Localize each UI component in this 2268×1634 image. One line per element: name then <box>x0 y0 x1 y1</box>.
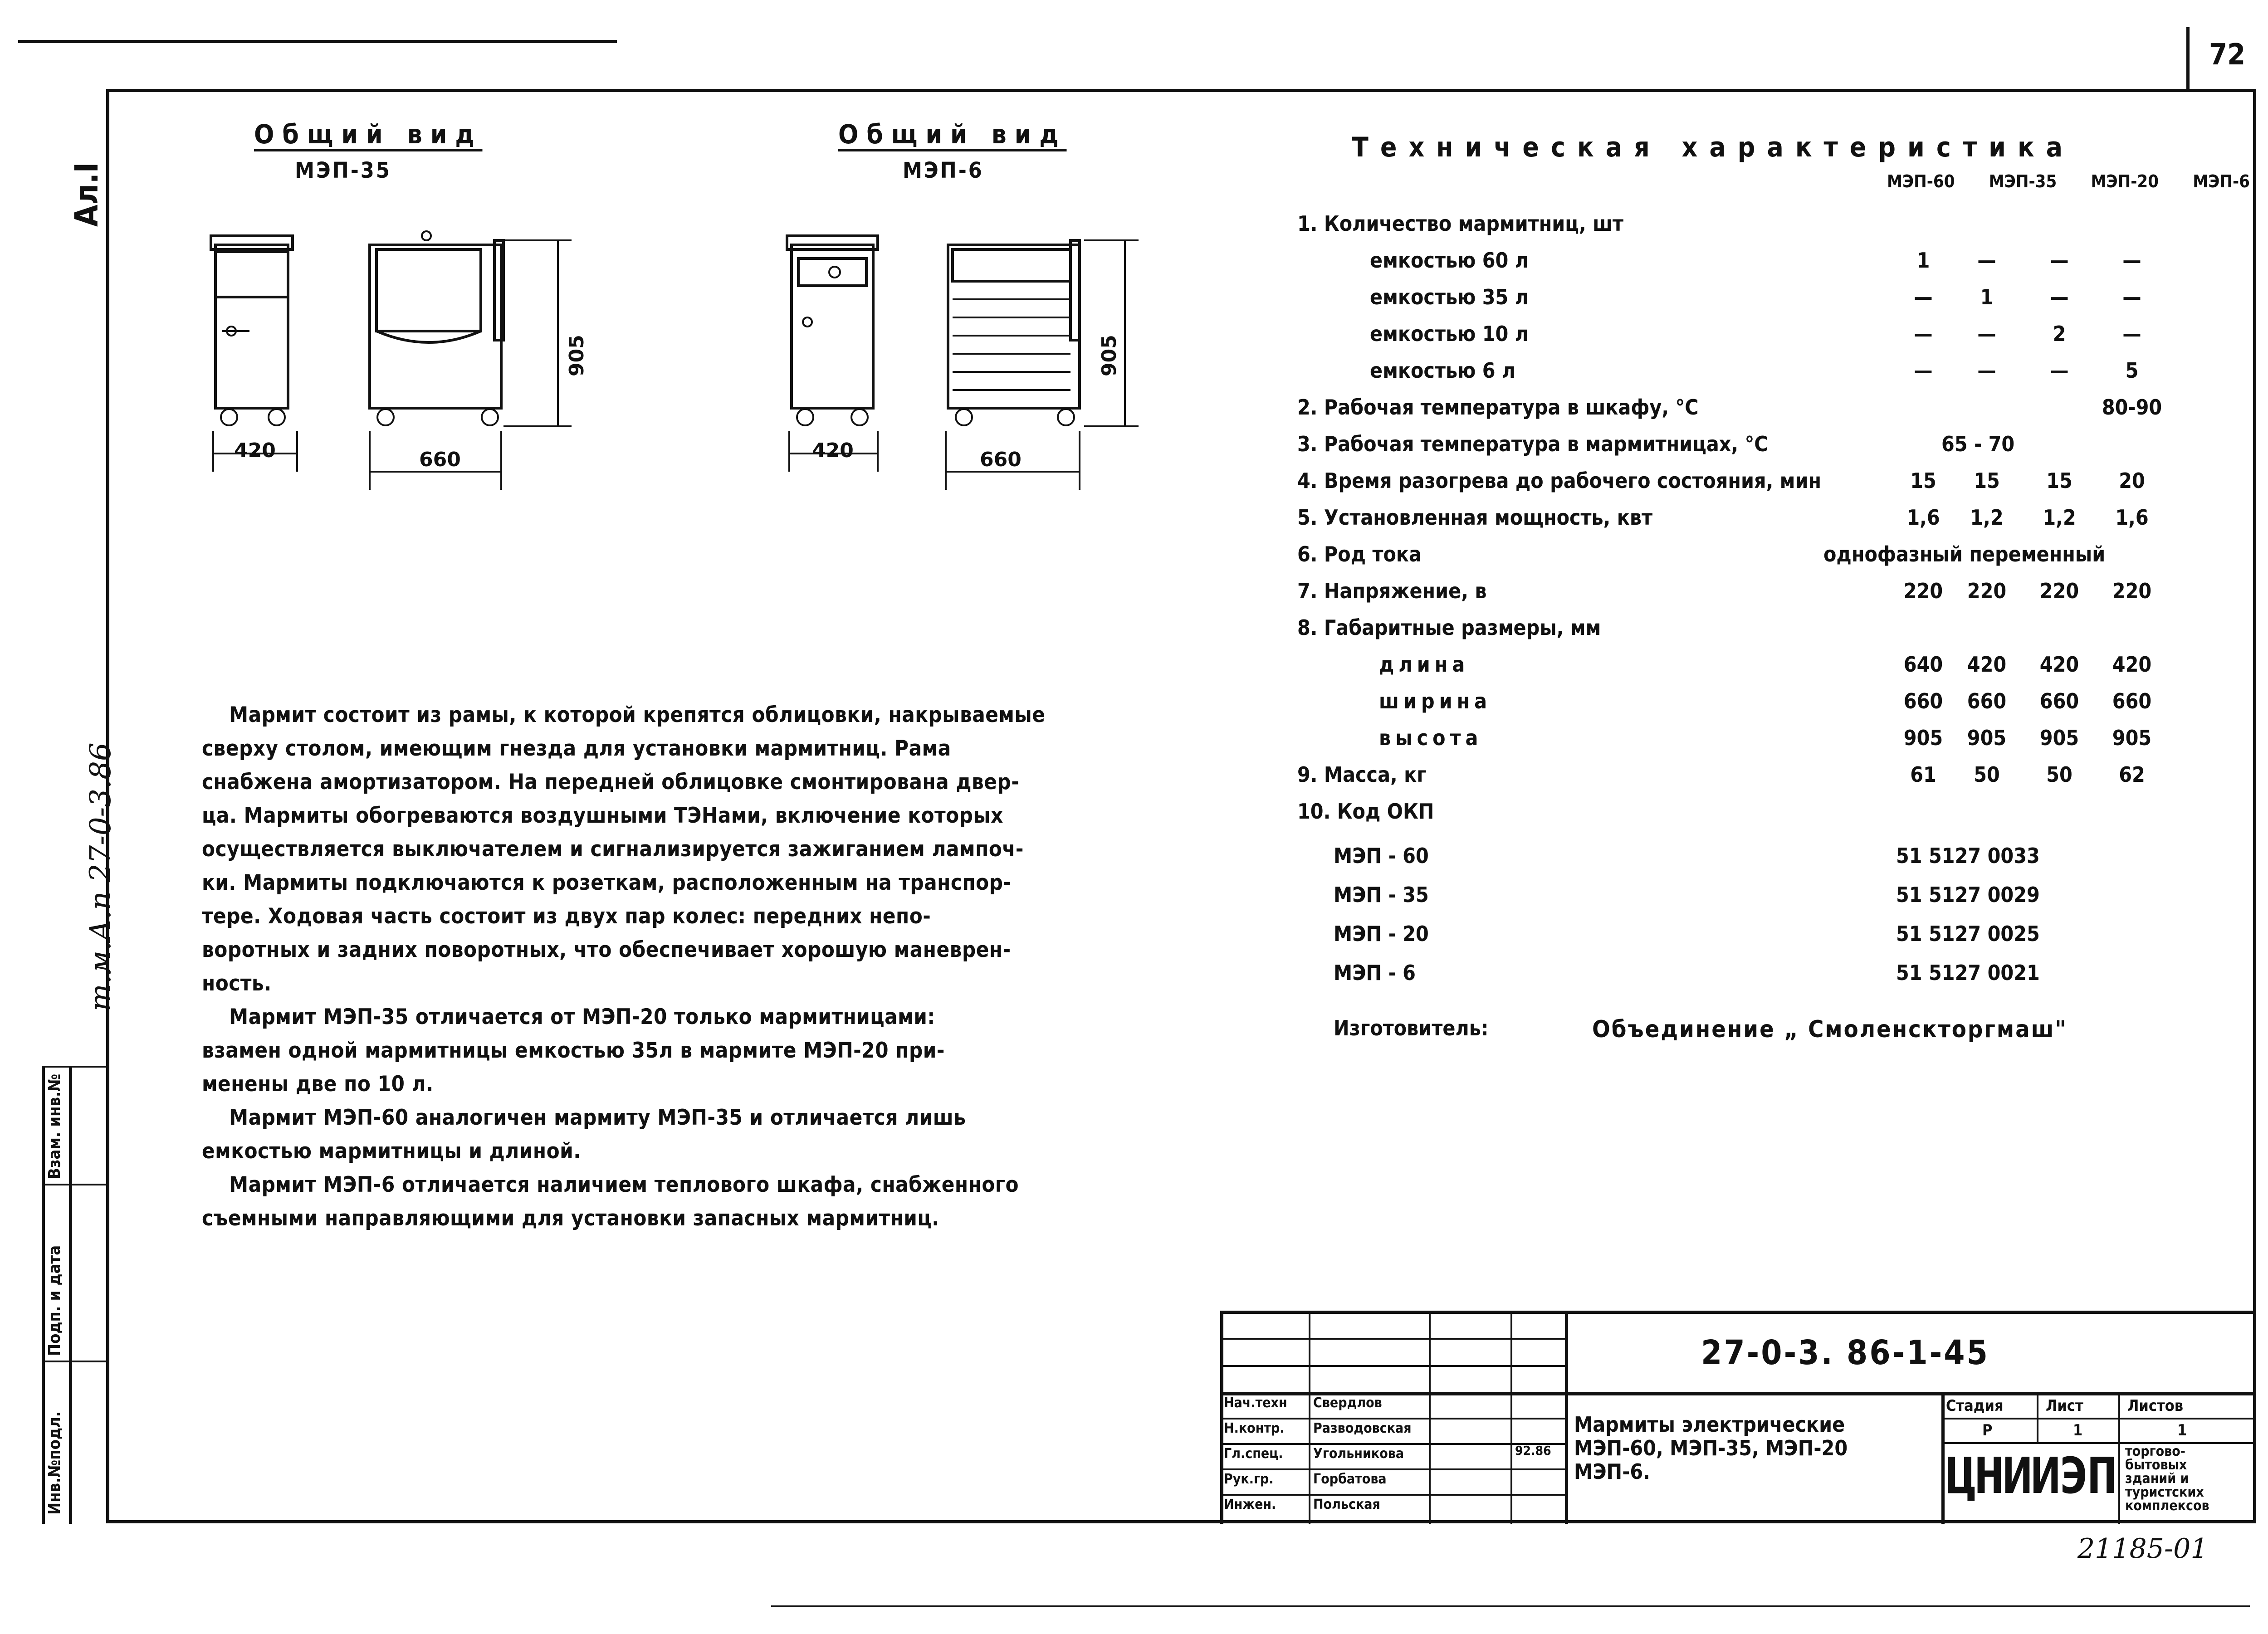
org-subtitle-line: бытовых <box>2125 1457 2187 1473</box>
spec-row-value: 220 <box>1967 579 2007 603</box>
description-line: Мармит МЭП-60 аналогичен мармиту МЭП-35 и отличается лишь <box>229 1105 966 1130</box>
drawing-name-line: Мармиты электрические <box>1574 1412 1845 1437</box>
tb-row <box>1220 1365 1565 1367</box>
spec-row-label: 1. Количество мармитниц, шт <box>1297 211 1624 236</box>
description-line: снабжена амортизатором. На передней облицовке смонтирована двер- <box>202 770 1020 795</box>
view1-dim-height: 905 <box>565 335 588 376</box>
okp-code: 51 5127 0025 <box>1896 922 2040 946</box>
spec-row-label: емкостью 60 л <box>1370 248 1529 273</box>
spec-row-label: 5. Установленная мощность, квт <box>1297 505 1653 530</box>
drawing-name-line: МЭП-60, МЭП-35, МЭП-20 <box>1574 1436 1848 1460</box>
view2-dim-height: 905 <box>1098 335 1121 376</box>
description-line: менены две по 10 л. <box>202 1072 434 1097</box>
stamp-inv-podl: Инв.№подл. <box>45 1411 64 1515</box>
okp-model: МЭП - 60 <box>1334 844 1429 868</box>
tb-col-sheet <box>2037 1392 2038 1442</box>
okp-code: 51 5127 0033 <box>1896 844 2040 868</box>
spec-row-value: 1 <box>1916 248 1930 273</box>
spec-title: Техническая характеристика <box>1352 132 2075 163</box>
spec-row-value: 5 <box>2125 358 2139 383</box>
description-line: съемными направляющими для установки запасных мармитниц. <box>202 1206 939 1231</box>
spec-row-span-value: однофазный переменный <box>1823 542 2106 566</box>
tb-row <box>1220 1338 1565 1340</box>
description-line: воротных и задних поворотных, что обеспечивает хорошую маневрен- <box>202 937 1011 962</box>
view2-title: Общий вид <box>838 119 1067 150</box>
spec-row-value: — <box>2050 248 2069 273</box>
spec-row-label: длина <box>1379 652 1470 677</box>
tb-row <box>1220 1468 1565 1470</box>
description-line: тере. Ходовая часть состоит из двух пар колес: передних непо- <box>202 904 931 929</box>
tb-col-sheets <box>2118 1392 2120 1524</box>
tb-stage-row <box>1941 1442 2254 1444</box>
spec-row-value: 905 <box>2039 726 2079 750</box>
spec-row-value: 220 <box>1903 579 1943 603</box>
org-subtitle-line: комплексов <box>2125 1498 2209 1514</box>
signature-role: Инжен. <box>1224 1497 1276 1512</box>
org-subtitle-line: зданий и <box>2125 1471 2189 1487</box>
okp-code: 51 5127 0029 <box>1896 883 2040 907</box>
spec-row-value: 2 <box>2053 322 2066 346</box>
description-line: осуществляется выключателем и сигнализируется зажиганием лампоч- <box>202 837 1024 862</box>
stamp-mid-line <box>69 1066 72 1524</box>
view1-dim-width: 420 <box>234 439 276 462</box>
spec-row-value: — <box>1977 358 1996 383</box>
signature-date: 92.86 <box>1515 1443 1551 1458</box>
okp-code: 51 5127 0021 <box>1896 961 2040 985</box>
spec-row-value: 1,2 <box>1970 505 2004 530</box>
spec-row-value: 420 <box>2112 652 2152 677</box>
stamp-vzam-inv: Взам. инв.№ <box>45 1073 64 1179</box>
spec-row-label: 4. Время разогрева до рабочего состояния, мин <box>1297 468 1822 493</box>
spec-row-value: — <box>2122 322 2141 346</box>
archive-number: 21185-01 <box>2077 1533 2208 1565</box>
tb-stage-row <box>1941 1418 2254 1419</box>
project-code-side: т.м.А.п 27-0-3.86 <box>84 742 117 1011</box>
frame-right <box>2253 89 2256 1522</box>
spec-row-span-value: 65 - 70 <box>1941 432 2015 456</box>
spec-row-value: — <box>1914 322 1933 346</box>
spec-row-value: 220 <box>2112 579 2152 603</box>
stage-value: Р <box>1982 1421 1993 1439</box>
sheet-number: 72 <box>2209 38 2246 72</box>
spec-row-label: емкостью 35 л <box>1370 285 1529 309</box>
description-line: емкостью мармитницы и длиной. <box>202 1139 581 1164</box>
title-block <box>1220 1311 2254 1524</box>
okp-model: МЭП - 35 <box>1334 883 1429 907</box>
description-line: ки. Мармиты подключаются к розеткам, расположенным на транспор- <box>202 870 1012 895</box>
spec-row-label: 8. Габаритные размеры, мм <box>1297 615 1601 640</box>
stamp-top <box>42 1066 108 1068</box>
spec-row-label: ширина <box>1379 689 1492 713</box>
spec-row-value: 1,2 <box>2043 505 2076 530</box>
spec-row-value: 1 <box>1980 285 1994 309</box>
view1-dim-depth: 660 <box>419 448 461 471</box>
signature-name: Горбатова <box>1313 1471 1387 1487</box>
view1-model: МЭП-35 <box>295 158 391 183</box>
spec-row-value: 420 <box>1967 652 2007 677</box>
sheets-value: 1 <box>2177 1421 2187 1439</box>
okp-model: МЭП - 6 <box>1334 961 1416 985</box>
spec-row-value: — <box>2122 285 2141 309</box>
stamp-div-2 <box>42 1361 108 1362</box>
description-line: сверху столом, имеющим гнезда для установки мармитниц. Рама <box>202 736 951 761</box>
org-subtitle <box>2125 1445 2209 1513</box>
spec-row-value: 15 <box>2046 468 2072 493</box>
spec-row-value: 905 <box>1967 726 2007 750</box>
sheets-header: Листов <box>2127 1397 2184 1415</box>
spec-row-value: 640 <box>1903 652 1943 677</box>
spec-row-value: 660 <box>1967 689 2007 713</box>
sheet-number-box-left <box>2186 27 2190 91</box>
org-subtitle-line: торгово- <box>2125 1444 2185 1459</box>
stamp-podp-data: Подп. и дата <box>45 1245 64 1356</box>
spec-row-value: 905 <box>2112 726 2152 750</box>
view2-dim-depth: 660 <box>980 448 1022 471</box>
spec-row-value: 15 <box>1910 468 1936 493</box>
spec-row-value: — <box>2050 358 2069 383</box>
org-subtitle-line: туристских <box>2125 1484 2204 1500</box>
spec-row-value: 660 <box>2112 689 2152 713</box>
spec-row-value: 62 <box>2119 762 2145 787</box>
spec-row-value: 420 <box>2039 652 2079 677</box>
okp-model: МЭП - 20 <box>1334 922 1429 946</box>
signature-role: Нач.техн <box>1224 1395 1287 1411</box>
tb-col-stage <box>1941 1392 1945 1524</box>
spec-row-value: — <box>1914 285 1933 309</box>
signature-role: Н.контр. <box>1224 1420 1285 1436</box>
signature-name: Угольникова <box>1313 1446 1404 1462</box>
spec-row-label: емкостью 6 л <box>1370 358 1516 383</box>
spec-row-label: 6. Род тока <box>1297 542 1422 566</box>
description-line: взамен одной мармитницы емкостью 35л в мармите МЭП-20 при- <box>202 1038 945 1063</box>
spec-row-label: 2. Рабочая температура в шкафу, °С <box>1297 395 1699 419</box>
spec-row-label: высота <box>1379 726 1483 750</box>
signature-role: Рук.гр. <box>1224 1471 1274 1487</box>
description-block <box>202 698 1045 1235</box>
description-line: Мармит состоит из рамы, к которой крепятся облицовки, накрываемые <box>229 702 1046 727</box>
stamp-div-1 <box>42 1184 108 1185</box>
tb-col <box>1429 1311 1431 1524</box>
spec-row-value: 50 <box>2046 762 2072 787</box>
spec-row-label: 9. Масса, кг <box>1297 762 1427 787</box>
view2-dim-width: 420 <box>812 439 854 462</box>
tb-left <box>1220 1311 1223 1524</box>
org-logo: ЦНИИЭП <box>1946 1447 2116 1505</box>
tb-col <box>1510 1311 1512 1524</box>
spec-row-value: — <box>2050 285 2069 309</box>
spec-row-label: емкостью 10 л <box>1370 322 1529 346</box>
spec-row-value: — <box>1914 358 1933 383</box>
spec-row-value: 20 <box>2119 468 2145 493</box>
spec-row-value: — <box>1977 248 1996 273</box>
frame-top <box>106 89 2256 92</box>
view1-drawing <box>195 218 603 508</box>
spec-row-value: 1,6 <box>2115 505 2149 530</box>
view2-model: МЭП-6 <box>903 158 984 183</box>
spec-row-value: 220 <box>2039 579 2079 603</box>
tb-row <box>1220 1443 1565 1445</box>
spec-row-value: 660 <box>2039 689 2079 713</box>
stamp-left-edge <box>42 1066 45 1524</box>
signature-name: Свердлов <box>1313 1395 1382 1411</box>
spec-row-label: 7. Напряжение, в <box>1297 579 1487 603</box>
top-border-left-stub <box>18 40 617 43</box>
spec-row-value: 905 <box>1903 726 1943 750</box>
spec-row-value: — <box>1977 322 1996 346</box>
document-code: 27-0-3. 86-1-45 <box>1701 1333 1989 1372</box>
spec-row-label: 10. Код ОКП <box>1297 799 1434 824</box>
spec-row-value: 15 <box>1974 468 2000 493</box>
album-label: Ал.I <box>68 162 105 227</box>
stage-header: Стадия <box>1946 1397 2004 1415</box>
description-line: ца. Мармиты обогреваются воздушными ТЭНами, включение которых <box>202 803 1003 828</box>
spec-model-header: МЭП-6 <box>2193 171 2250 191</box>
signature-name: Разводовская <box>1313 1420 1412 1436</box>
spec-model-header: МЭП-60 <box>1887 171 1955 191</box>
manufacturer-label: Изготовитель: <box>1334 1016 1489 1040</box>
spec-row-value: 80-90 <box>2102 395 2162 419</box>
description-line: Мармит МЭП-35 отличается от МЭП-20 только мармитницами: <box>229 1005 935 1029</box>
tb-row <box>1220 1418 1565 1419</box>
spec-model-header: МЭП-35 <box>1989 171 2057 191</box>
tb-col <box>1309 1311 1310 1524</box>
sheet-value: 1 <box>2073 1421 2083 1439</box>
spec-model-header: МЭП-20 <box>2091 171 2159 191</box>
drawing-name-line: МЭП-6. <box>1574 1459 1650 1484</box>
description-line: Мармит МЭП-6 отличается наличием теплового шкафа, снабженного <box>229 1172 1019 1197</box>
view1-title: Общий вид <box>254 119 483 150</box>
spec-row-value: 61 <box>1910 762 1936 787</box>
tb-col-main <box>1565 1311 1568 1524</box>
signature-role: Гл.спец. <box>1224 1446 1283 1462</box>
spec-row-label: 3. Рабочая температура в мармитницах, °С <box>1297 432 1768 456</box>
description-line: ность. <box>202 971 272 996</box>
spec-row-value: 660 <box>1903 689 1943 713</box>
manufacturer-name: Объединение „ Смоленскторгмаш" <box>1592 1016 2068 1043</box>
spec-row-value: 50 <box>1974 762 2000 787</box>
spec-row-value: 1,6 <box>1906 505 1940 530</box>
sheet-header: Лист <box>2046 1397 2083 1415</box>
spec-row-value: — <box>2122 248 2141 273</box>
spec-model-headers <box>1887 171 2250 191</box>
page-bottom-rule <box>771 1605 2250 1607</box>
tb-row <box>1220 1494 1565 1496</box>
tb-top <box>1220 1311 2254 1314</box>
signature-name: Польская <box>1313 1497 1380 1512</box>
